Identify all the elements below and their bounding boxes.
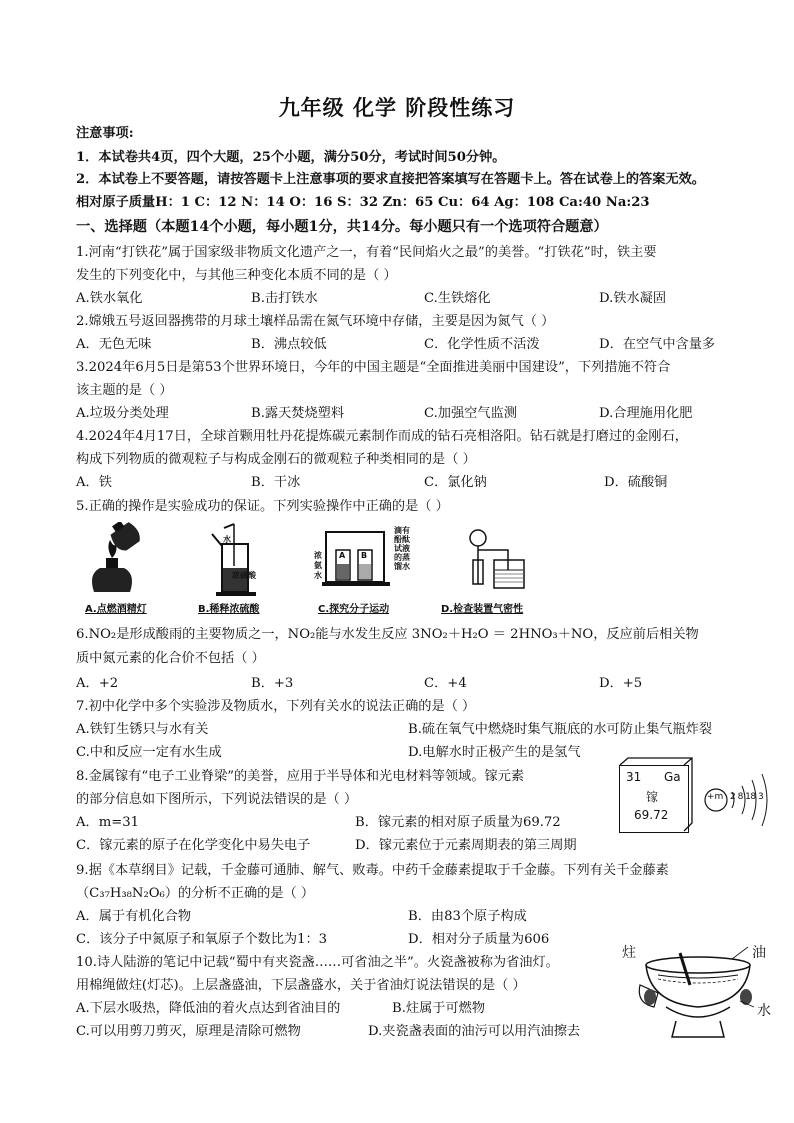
q3-option-c: C.加强空气监测 bbox=[424, 406, 517, 421]
fig-b-acid-label: 浓硫酸 bbox=[232, 571, 256, 580]
element-number: 31 bbox=[626, 770, 642, 784]
q9-option-d: D．相对分子质量为606 bbox=[408, 932, 550, 947]
fig-c-label-1: 浓 bbox=[314, 551, 322, 560]
q3-stem-2: 该主题的是（ ） bbox=[76, 383, 173, 398]
notice-heading: 注意事项: bbox=[76, 126, 134, 141]
q9-option-b: B．由83个原子构成 bbox=[408, 909, 527, 924]
q7-stem: 7.初中化学中多个实验涉及物质水，下列有关水的说法正确的是（ ） bbox=[76, 699, 476, 714]
fig-dilute-acid bbox=[204, 522, 264, 598]
fig-c-label-2: 氨 bbox=[314, 561, 322, 570]
q8-stem-1: 8.金属镓有“电子工业脊梁”的美誉，应用于半导体和光电材料等领域。镓元素 bbox=[76, 769, 525, 784]
q9-stem-2: （C₃₇H₃₈N₂O₆）的分析不正确的是（ ） bbox=[76, 886, 315, 901]
q3-option-d: D.合理施用化肥 bbox=[599, 406, 693, 421]
page-title: 九年级 化学 阶段性练习 bbox=[278, 96, 516, 120]
fig-airtight-check bbox=[460, 526, 530, 592]
q10-option-a: A.下层水吸热，降低油的着火点达到省油目的 bbox=[76, 1001, 341, 1016]
q1-stem-1: 1.河南“打铁花”属于国家级非物质文化遗产之一，有着“民间焰火之最”的美誉。“打铁花”时，铁主要 bbox=[76, 245, 657, 260]
atom-nucleus-label: +m bbox=[707, 792, 724, 802]
lamp-oil-label: 油 bbox=[752, 945, 766, 961]
q3-stem-1: 3.2024年6月5日是第53个世界环境日，今年的中国主题是“全面推进美丽中国建设”，下列措施不符合 bbox=[76, 360, 671, 375]
q7-option-a: A.铁钉生锈只与水有关 bbox=[76, 722, 209, 737]
element-mass: 69.72 bbox=[634, 808, 669, 822]
q9-stem-1: 9.据《本草纲目》记载，千金藤可通肺、解气、败毒。中药千金藤素提取于千金藤。下列有关千金藤素 bbox=[76, 863, 669, 878]
q4-stem-1: 4.2024年4月17日，全球首颗用牡丹花提炼碳元素制作而成的钻石亮相洛阳。钻石就是打磨过的金刚石， bbox=[76, 429, 688, 444]
q2-option-a: A．无色无味 bbox=[76, 337, 152, 352]
q9-option-c: C．该分子中氮原子和氧原子个数比为1：3 bbox=[76, 932, 328, 947]
fig-c-beaker-a: A bbox=[339, 551, 346, 560]
q2-option-b: B．沸点较低 bbox=[251, 337, 327, 352]
q5-stem: 5.正确的操作是实验成功的保证。下列实验操作中正确的是（ ） bbox=[76, 499, 449, 514]
q6-stem-2: 质中氮元素的化合价不包括（ ） bbox=[76, 651, 265, 666]
element-cell bbox=[619, 765, 689, 833]
q8-option-b: B．镓元素的相对原子质量为69.72 bbox=[355, 815, 561, 830]
q1-option-c: C.生铁熔化 bbox=[424, 291, 491, 306]
q3-option-a: A.垃圾分类处理 bbox=[76, 406, 169, 421]
lamp-wick-label: 炷 bbox=[622, 945, 636, 961]
q5-caption-b: B.稀释浓硫酸 bbox=[198, 604, 260, 615]
q6-option-b: B．+3 bbox=[251, 676, 294, 691]
q6-option-d: D．+5 bbox=[599, 676, 643, 691]
q10-stem-1: 10.诗人陆游的笔记中记载“蜀中有夹瓷盏……可省油之半”。火瓷盏被称为省油灯。 bbox=[76, 955, 559, 970]
q6-option-c: C．+4 bbox=[424, 676, 467, 691]
q2-stem: 2.嫦娥五号返回器携带的月球土壤样品需在氮气环境中存储，主要是因为氮气（ ） bbox=[76, 314, 555, 329]
element-symbol: Ga bbox=[664, 770, 681, 784]
notice-item-1: 1．本试卷共4页，四个大题，25个小题，满分50分，考试时间50分钟。 bbox=[76, 150, 506, 165]
q4-option-b: B．干冰 bbox=[251, 475, 301, 490]
fig-alcohol-lamp bbox=[80, 522, 150, 597]
q5-caption-a: A.点燃酒精灯 bbox=[85, 604, 147, 615]
q1-option-a: A.铁水氧化 bbox=[76, 291, 143, 306]
q7-option-b: B.硫在氧气中燃烧时集气瓶底的水可防止集气瓶炸裂 bbox=[408, 722, 713, 737]
q1-option-d: D.铁水凝固 bbox=[599, 291, 667, 306]
lamp-water-label: 水 bbox=[757, 1003, 771, 1019]
q7-option-c: C.中和反应一定有水生成 bbox=[76, 745, 222, 760]
q4-option-c: C．氯化钠 bbox=[424, 475, 487, 490]
q8-option-c: C．镓元素的原子在化学变化中易失电子 bbox=[76, 838, 311, 853]
fig-c-beaker-b: B bbox=[361, 551, 368, 560]
oil-lamp-figure bbox=[636, 945, 756, 1043]
q6-stem-1: 6.NO₂是形成酸雨的主要物质之一，NO₂能与水发生反应 3NO₂＋H₂O ＝ 2HNO₃＋NO，反应前后相关物 bbox=[76, 627, 699, 642]
q10-option-b: B.炷属于可燃物 bbox=[392, 1001, 486, 1016]
q9-option-a: A．属于有机化合物 bbox=[76, 909, 192, 924]
fig-b-water-label: 水 bbox=[223, 535, 231, 544]
q8-stem-2: 的部分信息如下图所示，下列说法错误的是（ ） bbox=[76, 792, 358, 807]
q6-option-a: A．+2 bbox=[76, 676, 119, 691]
notice-item-2: 2．本试卷上不要答题，请按答题卡上注意事项的要求直接把答案填写在答题卡上。答在试卷上的答案无效。 bbox=[76, 172, 705, 187]
q10-option-d: D.夹瓷盏表面的油污可以用汽油擦去 bbox=[368, 1024, 581, 1039]
q4-option-d: D．硫酸铜 bbox=[604, 475, 668, 490]
atom-shells-label: 2 8 18 3 bbox=[730, 792, 764, 802]
element-name: 镓 bbox=[646, 790, 659, 804]
section-heading: 一、选择题（本题14个小题，每小题1分，共14分。每小题只有一个选项符合题意） bbox=[76, 219, 608, 235]
q4-stem-2: 构成下列物质的微观粒子与构成金刚石的微观粒子种类相同的是（ ） bbox=[76, 452, 476, 467]
q5-caption-c: C.探究分子运动 bbox=[318, 604, 390, 615]
q2-option-c: C．化学性质不活泼 bbox=[424, 337, 540, 352]
q1-stem-2: 发生的下列变化中，与其他三种变化本质不同的是（ ） bbox=[76, 268, 397, 283]
q8-option-a: A．m=31 bbox=[76, 815, 140, 830]
fig-molecule-motion bbox=[322, 528, 392, 588]
q10-option-c: C.可以用剪刀剪灭，原理是清除可燃物 bbox=[76, 1024, 301, 1039]
q7-option-d: D.电解水时正极产生的是氢气 bbox=[408, 745, 581, 760]
atomic-mass-line: 相对原子质量H：1 C：12 N：14 O：16 S：32 Zn：65 Cu：64 Ag：108 Ca:40 Na:23 bbox=[76, 195, 650, 210]
q2-option-d: D．在空气中含量多 bbox=[599, 337, 716, 352]
fig-c-dropper-label: 滴有酚酞试液的蒸馏水 bbox=[394, 526, 410, 571]
q1-option-b: B.击打铁水 bbox=[251, 291, 318, 306]
q3-option-b: B.露天焚烧塑料 bbox=[251, 406, 345, 421]
q8-option-d: D．镓元素位于元素周期表的第三周期 bbox=[355, 838, 577, 853]
q5-caption-d: D.检查装置气密性 bbox=[441, 604, 524, 615]
q4-option-a: A．铁 bbox=[76, 475, 112, 490]
q10-stem-2: 用棉绳做炷(灯芯)。上层盏盛油，下层盏盛水，关于省油灯说法错误的是（ ） bbox=[76, 978, 526, 993]
fig-c-label-3: 水 bbox=[314, 571, 322, 580]
